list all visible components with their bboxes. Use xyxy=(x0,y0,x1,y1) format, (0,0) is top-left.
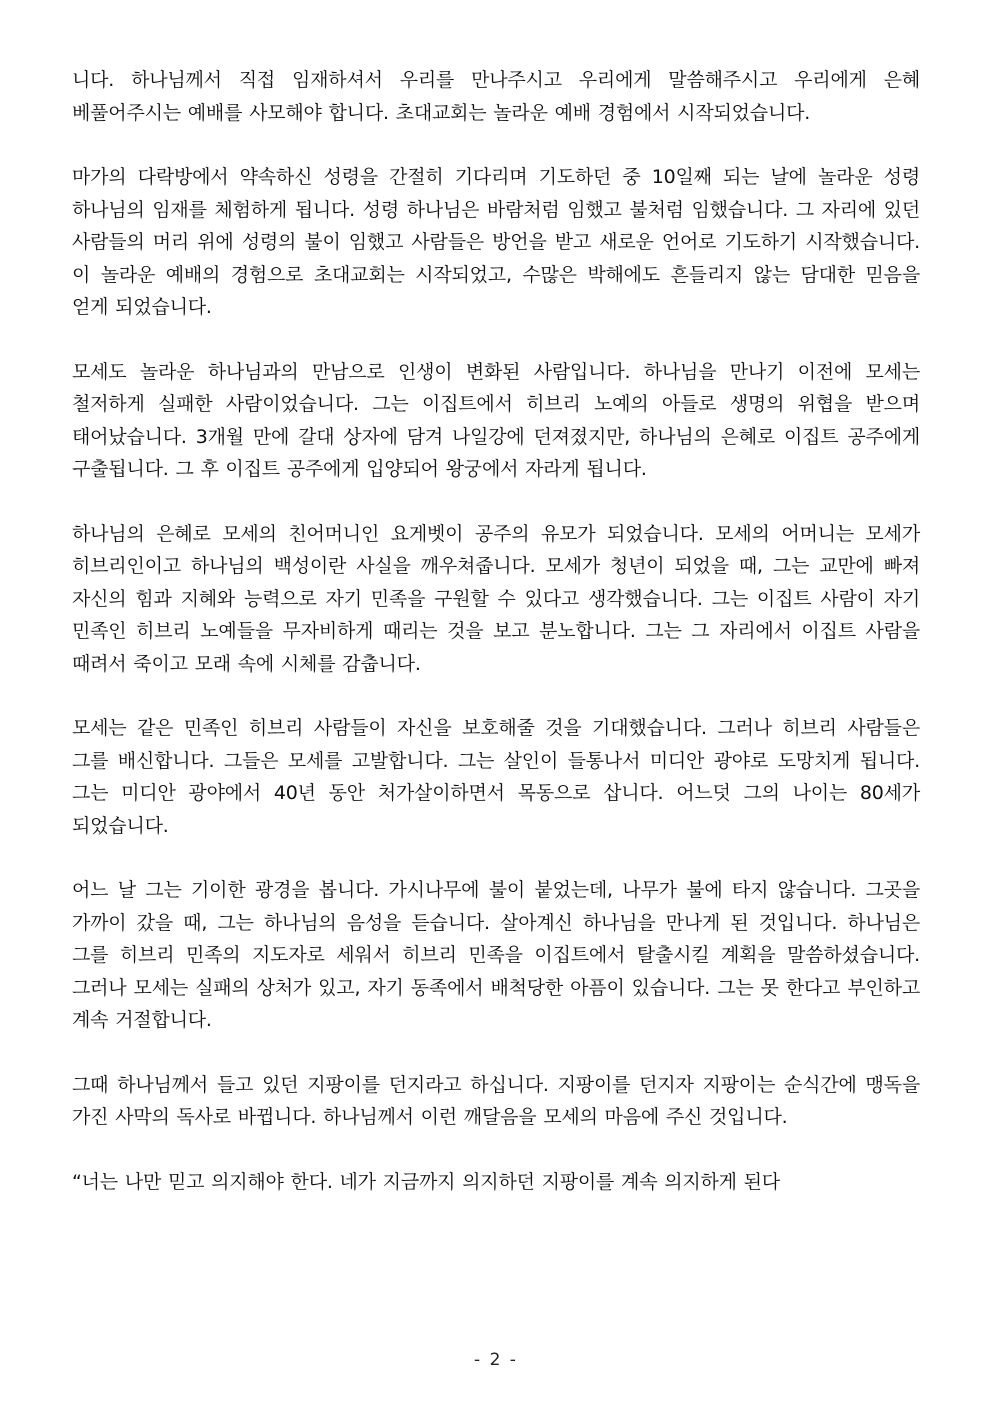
paragraph-2: 마가의 다락방에서 약속하신 성령을 간절히 기다리며 기도하던 중 10일째 되는 날에 놀라운 성령 하나님의 임재를 체험하게 됩니다. 성령 하나님은 바람처럼 임했고 불처럼 임했습니다. 그 자리에 있던 사람들의 머리 위에 성령의 불이 임했고 사람들은 방언을 받고 새로운 언어로 기도하기 시작했습니다. 이 놀라운 예배의 경험으로 초대교회는 시작되었고, 수많은 박해에도 흔들리지 않는 담대한 믿음을 얻게 되었습니다. xyxy=(72,166,920,318)
paragraph-7: 그때 하나님께서 들고 있던 지팡이를 던지라고 하십니다. 지팡이를 던지자 지팡이는 순식간에 맹독을 가진 사막의 독사로 바뀝니다. 하나님께서 이런 깨달음을 모세의 마음에 주신 것입니다. xyxy=(72,1073,920,1128)
paragraph-6: 어느 날 그는 기이한 광경을 봅니다. 가시나무에 불이 붙었는데, 나무가 불에 타지 않습니다. 그곳을 가까이 갔을 때, 그는 하나님의 음성을 듣습니다. 살아계신 하나님을 만나게 된 것입니다. 하나님은 그를 히브리 민족의 지도자로 세워서 히브리 민족을 이집트에서 탈출시킬 계획을 말씀하셨습니다. 그러나 모세는 실패의 상처가 있고, 자기 동족에서 배척당한 아픔이 있습니다. 그는 못 한다고 부인하고 계속 거절합니다. xyxy=(72,879,920,1031)
paragraph-3: 모세도 놀라운 하나님과의 만남으로 인생이 변화된 사람입니다. 하나님을 만나기 이전에 모세는 철저하게 실패한 사람이었습니다. 그는 이집트에서 히브리 노예의 아들로 생명의 위협을 받으며 태어났습니다. 3개월 만에 갈대 상자에 담겨 나일강에 던져졌지만, 하나님의 은혜로 이집트 공주에게 구출됩니다. 그 후 이집트 공주에게 입양되어 왕궁에서 자라게 됩니다. xyxy=(72,360,920,480)
paragraph-1: 니다. 하나님께서 직접 임재하셔서 우리를 만나주시고 우리에게 말씀해주시고 우리에게 은혜 베풀어주시는 예배를 사모해야 합니다. 초대교회는 놀라운 예배 경험에서 시작되었습니다. xyxy=(72,69,920,124)
page-number: - 2 - xyxy=(474,1350,518,1370)
paragraph-8: “너는 나만 믿고 의지해야 한다. 네가 지금까지 의지하던 지팡이를 계속 의지하게 된다 xyxy=(72,1170,780,1193)
document-body xyxy=(72,64,920,1230)
paragraph-4: 하나님의 은혜로 모세의 친어머니인 요게벳이 공주의 유모가 되었습니다. 모세의 어머니는 모세가 히브리인이고 하나님의 백성이란 사실을 깨우쳐줍니다. 모세가 청년이 되었을 때, 그는 교만에 빠져 자신의 힘과 지혜와 능력으로 자기 민족을 구원할 수 있다고 생각했습니다. 그는 이집트 사람이 자기 민족인 히브리 노예들을 무자비하게 때리는 것을 보고 분노합니다. 그는 그 자리에서 이집트 사람을 때려서 죽이고 모래 속에 시체를 감춥니다. xyxy=(72,522,920,675)
paragraph-5: 모세는 같은 민족인 히브리 사람들이 자신을 보호해줄 것을 기대했습니다. 그러나 히브리 사람들은 그를 배신합니다. 그들은 모세를 고발합니다. 그는 살인이 들통나서 미디안 광야로 도망치게 됩니다. 그는 미디안 광야에서 40년 동안 처가살이하면서 목동으로 삽니다. 어느덧 그의 나이는 80세가 되었습니다. xyxy=(72,717,920,837)
